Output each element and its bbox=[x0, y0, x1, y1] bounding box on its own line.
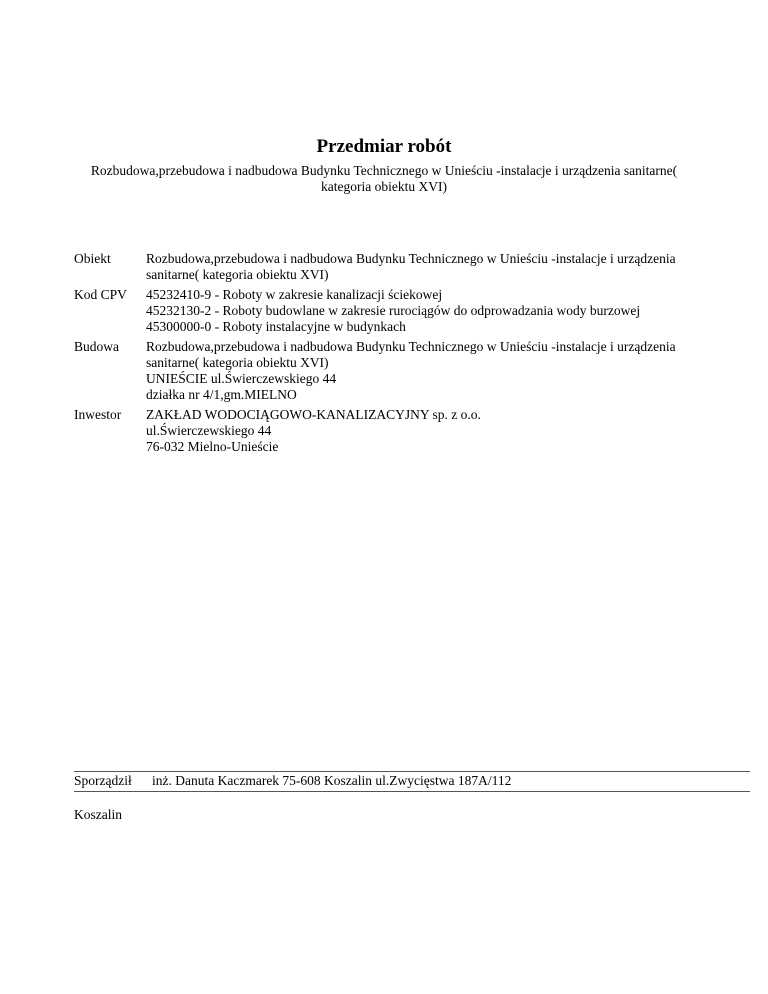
document-title: Przedmiar robót bbox=[316, 136, 452, 157]
author-label: Sporządził bbox=[74, 773, 132, 788]
info-row-kod-cpv bbox=[74, 287, 714, 335]
info-line: 45232410-9 - Roboty w zakresie kanalizacji ściekowej bbox=[146, 287, 443, 302]
project-info-block bbox=[74, 251, 714, 459]
info-label-inwestor: Inwestor bbox=[74, 407, 122, 422]
info-line: Rozbudowa,przebudowa i nadbudowa Budynku Technicznego w Unieściu -instalacje i urządzenia bbox=[146, 251, 676, 266]
info-label-kod-cpv: Kod CPV bbox=[74, 287, 127, 302]
info-line: 76-032 Mielno-Unieście bbox=[146, 439, 279, 454]
author-value: inż. Danuta Kaczmarek 75-608 Koszalin ul.Zwycięstwa 187A/112 bbox=[152, 773, 512, 788]
info-value-budowa bbox=[146, 339, 714, 403]
info-label-budowa: Budowa bbox=[74, 339, 119, 354]
info-row-inwestor bbox=[74, 407, 714, 455]
info-line: sanitarne( kategoria obiektu XVI) bbox=[146, 267, 329, 282]
footer-divider-top bbox=[74, 771, 750, 772]
subtitle-line: kategoria obiektu XVI) bbox=[321, 179, 447, 194]
document-subtitle bbox=[90, 163, 678, 195]
info-label-obiekt: Obiekt bbox=[74, 251, 111, 266]
info-row-budowa bbox=[74, 339, 714, 403]
info-line: ul.Świerczewskiego 44 bbox=[146, 423, 272, 438]
author-line bbox=[74, 773, 511, 789]
info-line: ZAKŁAD WODOCIĄGOWO-KANALIZACYJNY sp. z o.o. bbox=[146, 407, 481, 422]
info-value-inwestor bbox=[146, 407, 714, 455]
info-value-kod-cpv bbox=[146, 287, 714, 335]
footer-divider-bottom bbox=[74, 791, 750, 792]
info-value-obiekt bbox=[146, 251, 714, 283]
info-line: sanitarne( kategoria obiektu XVI) bbox=[146, 355, 329, 370]
subtitle-line: Rozbudowa,przebudowa i nadbudowa Budynku Technicznego w Unieściu -instalacje i urządzenia sanitarne( bbox=[90, 163, 678, 178]
info-line: Rozbudowa,przebudowa i nadbudowa Budynku Technicznego w Unieściu -instalacje i urządzenia bbox=[146, 339, 676, 354]
info-row-obiekt bbox=[74, 251, 714, 283]
city-name: Koszalin bbox=[74, 807, 122, 822]
info-line: UNIEŚCIE ul.Świerczewskiego 44 bbox=[146, 371, 337, 386]
info-line: 45300000-0 - Roboty instalacyjne w budynkach bbox=[146, 319, 406, 334]
info-line: 45232130-2 - Roboty budowlane w zakresie rurociągów do odprowadzania wody burzowej bbox=[146, 303, 641, 318]
info-line: działka nr 4/1,gm.MIELNO bbox=[146, 387, 297, 402]
